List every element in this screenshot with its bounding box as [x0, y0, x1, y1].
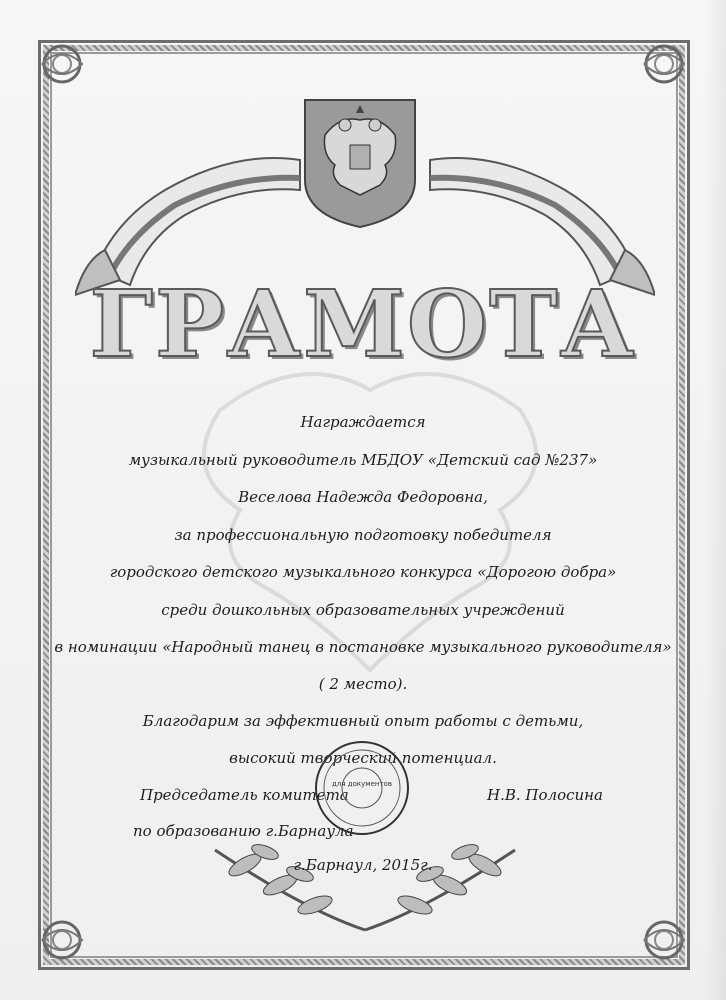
certificate-title: ГРАМОТА: [89, 270, 637, 378]
place-and-date: г.Барнаул, 2015г.: [293, 856, 433, 874]
coat-of-arms-emblem: [300, 95, 420, 230]
award-line-1: Награждается: [300, 413, 426, 431]
award-line-2: музыкальный руководитель МБДОУ «Детский сад №237»: [128, 451, 598, 469]
stamp-center-text: для документов: [332, 780, 392, 788]
signatory-name: Н.В. Полосина: [487, 786, 603, 804]
corner-ornament-bottom-left: [34, 912, 90, 968]
award-line-10: высокий творческий потенциал.: [229, 749, 497, 767]
award-line-3: Веселова Надежда Федоровна,: [238, 488, 488, 506]
award-line-7: в номинации «Народный танец в постановке музыкального руководителя»: [54, 638, 672, 656]
award-line-4: за профессиональную подготовку победителя: [174, 526, 552, 544]
award-line-6: среди дошкольных образовательных учреждений: [161, 601, 565, 619]
award-line-5: городского детского музыкального конкурса «Дорогою добра»: [109, 563, 617, 581]
official-stamp: [312, 738, 412, 838]
award-line-8: ( 2 место).: [318, 675, 408, 693]
corner-ornament-bottom-right: [636, 912, 692, 968]
corner-ornament-top-right: [636, 36, 692, 92]
signatory-title-line-1: Председатель комитета: [140, 786, 349, 804]
laurel-branches: [185, 830, 545, 940]
scan-shadow: [706, 0, 726, 1000]
corner-ornament-top-left: [34, 36, 90, 92]
signatory-title-line-2: по образованию г.Барнаула: [133, 822, 354, 840]
award-line-9: Благодарим за эффективный опыт работы с детьми,: [142, 712, 584, 730]
